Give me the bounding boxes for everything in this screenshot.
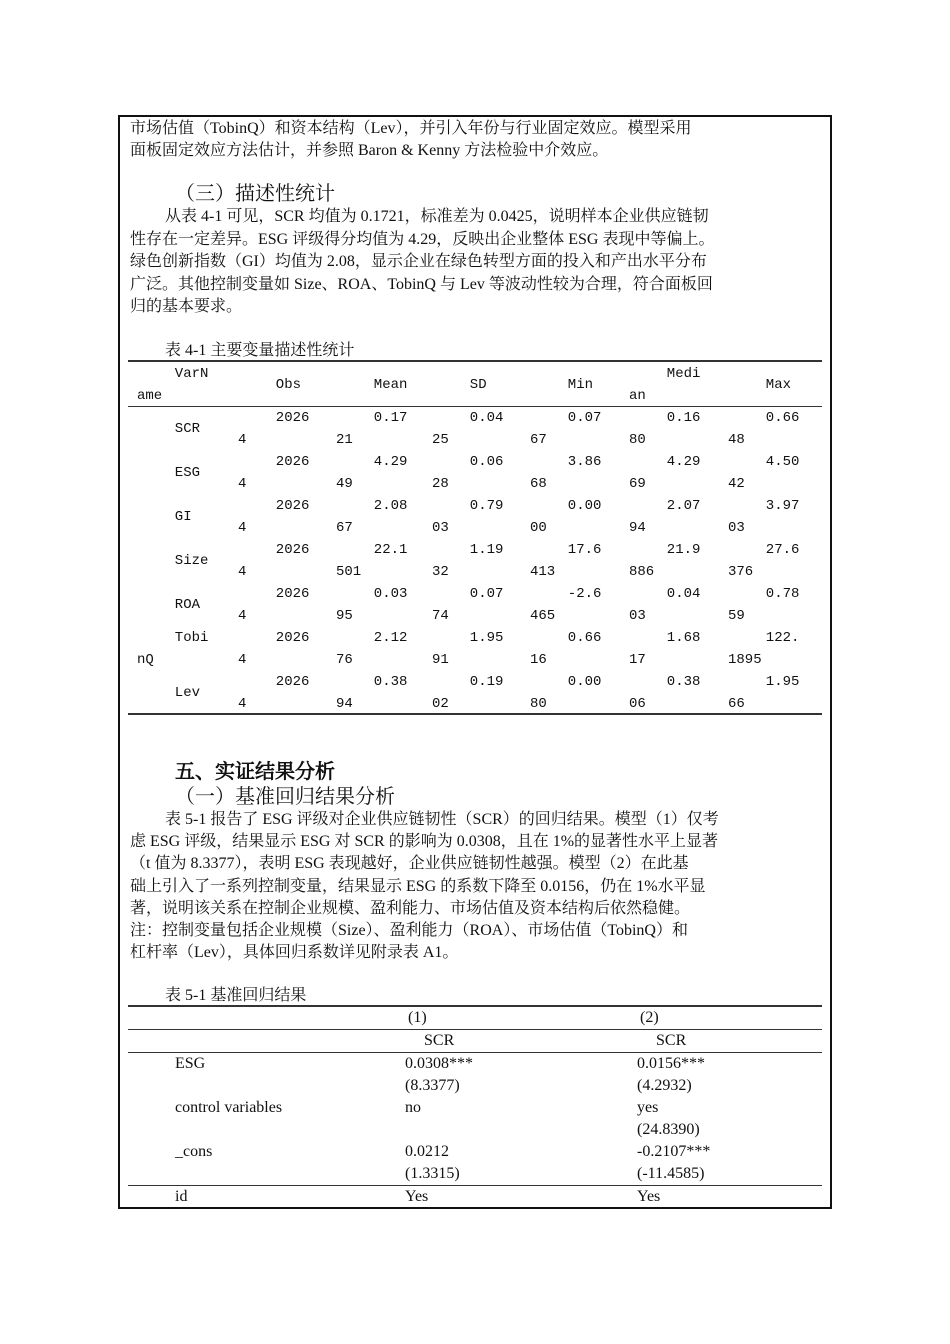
cell-value: 3.8668 — [530, 454, 602, 492]
table-cell — [432, 671, 530, 715]
row-label: id — [175, 1188, 188, 1205]
table-cell — [137, 363, 235, 407]
table-cell — [432, 627, 530, 671]
paragraph-line: （t 值为 8.3377），表明 ESG 表现越好，企业供应链韧性越强。模型（2）在此基 — [130, 855, 689, 872]
row-label: ESG — [175, 1055, 206, 1072]
cell-value: 0.7903 — [432, 498, 504, 536]
paragraph-line: 著，说明该关系在控制企业规模、盈利能力、市场估值及资本结构后依然稳健。 — [130, 900, 691, 917]
cell-value: GI — [174, 509, 192, 525]
model-2-value: (4.2932) — [637, 1077, 692, 1094]
table-top-rule — [128, 1005, 822, 1007]
model-1-header: (1) — [408, 1009, 427, 1026]
table-top-rule — [128, 360, 822, 362]
cell-value: Median — [629, 366, 701, 404]
row-label: control variables — [175, 1099, 283, 1116]
table-cell — [432, 363, 530, 407]
model-1-value: Yes — [405, 1188, 429, 1205]
row-label-cell — [137, 539, 235, 583]
cell-value: 1.9566 — [728, 674, 800, 712]
cell-value: 0.0425 — [432, 410, 504, 448]
cell-value: 4.5042 — [728, 454, 800, 492]
cell-value: Min — [567, 377, 594, 393]
table-cell — [728, 495, 826, 539]
depvar-1: SCR — [424, 1032, 455, 1049]
paragraph-line: 注：控制变量包括企业规模（Size）、盈利能力（ROA）、市场估值（TobinQ）和 — [130, 922, 688, 939]
cell-value: TobinQ — [137, 630, 209, 668]
table-cell — [629, 495, 727, 539]
model-2-value: (24.8390) — [637, 1121, 700, 1138]
table-cell — [728, 407, 826, 451]
model-2-value: (-11.4585) — [637, 1165, 705, 1182]
table-cell — [629, 407, 727, 451]
paragraph-line: 础上引入了一系列控制变量，结果显示 ESG 的系数下降至 0.0156，仍在 1%水平显 — [130, 878, 706, 895]
model-1-value: no — [405, 1099, 421, 1116]
intro-line: 面板固定效应方法估计，并参照 Baron & Kenny 方法检验中介效应。 — [130, 142, 609, 159]
cell-value: 0.0395 — [336, 586, 408, 624]
table-cell — [530, 495, 628, 539]
model-1-value: 0.0308*** — [405, 1055, 473, 1072]
table-cell — [530, 583, 628, 627]
table-cell — [336, 407, 434, 451]
table-caption: 表 5-1 基准回归结果 — [165, 987, 307, 1004]
table-cell — [432, 495, 530, 539]
cell-value: -2.6465 — [530, 586, 602, 624]
cell-value: Obs — [275, 377, 302, 393]
table-cell — [432, 539, 530, 583]
cell-value: 0.1680 — [629, 410, 701, 448]
model-2-value: -0.2107*** — [637, 1143, 711, 1160]
cell-value: 20264 — [238, 630, 310, 668]
section-title: 五、实证结果分析 — [175, 761, 335, 783]
cell-value: 27.6376 — [728, 542, 800, 580]
cell-value: 2.0794 — [629, 498, 701, 536]
cell-value: 0.0767 — [530, 410, 602, 448]
table-cell — [432, 407, 530, 451]
cell-value: 20264 — [238, 410, 310, 448]
row-label-cell — [137, 407, 235, 451]
table-cell — [336, 583, 434, 627]
cell-value: 17.6413 — [530, 542, 602, 580]
cell-value: 1.9591 — [432, 630, 504, 668]
cell-value: Size — [174, 553, 209, 569]
cell-value: 0.0774 — [432, 586, 504, 624]
paragraph-line: 从表 4-1 可见，SCR 均值为 0.1721，标准差为 0.0425，说明样本企业供应链韧 — [165, 208, 709, 225]
table-cell — [238, 495, 336, 539]
cell-value: 2.0867 — [336, 498, 408, 536]
cell-value: 2.1276 — [336, 630, 408, 668]
cell-value: 122.1895 — [728, 630, 800, 668]
cell-value: 0.0628 — [432, 454, 504, 492]
model-2-value: Yes — [637, 1188, 661, 1205]
cell-value: 0.1721 — [336, 410, 408, 448]
intro-line: 市场估值（TobinQ）和资本结构（Lev），并引入年份与行业固定效应。模型采用 — [130, 120, 692, 137]
table-cell — [238, 407, 336, 451]
cell-value: 20264 — [238, 674, 310, 712]
cell-value: Mean — [373, 377, 408, 393]
model-1-value: 0.0212 — [405, 1143, 449, 1160]
cell-value: 0.1902 — [432, 674, 504, 712]
model-1-value: (8.3377) — [405, 1077, 460, 1094]
table-cell — [336, 451, 434, 495]
row-label-cell — [137, 627, 235, 671]
table-cell — [238, 583, 336, 627]
row-label-cell — [137, 583, 235, 627]
cell-value: 4.2949 — [336, 454, 408, 492]
paragraph-line: 广泛。其他控制变量如 Size、ROA、TobinQ 与 Lev 等波动性较为合理，符合面板回 — [130, 276, 713, 293]
table-cell — [238, 627, 336, 671]
cell-value: 4.2969 — [629, 454, 701, 492]
cell-value: 3.9703 — [728, 498, 800, 536]
cell-value: 22.1501 — [336, 542, 408, 580]
table-cell — [728, 363, 826, 407]
table-cell — [336, 363, 434, 407]
table-cell — [432, 583, 530, 627]
cell-value: 20264 — [238, 498, 310, 536]
table-cell — [629, 451, 727, 495]
table-cell — [629, 627, 727, 671]
table-rule — [128, 1185, 822, 1186]
cell-value: Max — [765, 377, 792, 393]
table-cell — [238, 671, 336, 715]
row-label-cell — [137, 495, 235, 539]
table-cell — [530, 363, 628, 407]
table-cell — [629, 363, 727, 407]
table-cell — [530, 671, 628, 715]
cell-value: VarName — [137, 366, 209, 404]
table-cell — [629, 539, 727, 583]
cell-value: Lev — [174, 685, 201, 701]
cell-value: 0.0403 — [629, 586, 701, 624]
model-2-value: 0.0156*** — [637, 1055, 705, 1072]
paragraph-line: 虑 ESG 评级，结果显示 ESG 对 SCR 的影响为 0.0308，且在 1%的显著性水平上显著 — [130, 833, 719, 850]
cell-value: 20264 — [238, 454, 310, 492]
cell-value: SD — [469, 377, 487, 393]
table-cell — [728, 671, 826, 715]
cell-value: 0.3894 — [336, 674, 408, 712]
model-2-value: yes — [637, 1099, 659, 1116]
cell-value: 20264 — [238, 542, 310, 580]
table-cell — [629, 671, 727, 715]
cell-value: ROA — [174, 597, 201, 613]
cell-value: 1.1932 — [432, 542, 504, 580]
row-label-cell — [137, 451, 235, 495]
section-heading: （三）描述性统计 — [175, 183, 335, 205]
cell-value: 21.9886 — [629, 542, 701, 580]
depvar-2: SCR — [656, 1032, 687, 1049]
model-1-value: (1.3315) — [405, 1165, 460, 1182]
table-cell — [238, 539, 336, 583]
table-cell — [530, 627, 628, 671]
cell-value: 0.0000 — [530, 498, 602, 536]
cell-value: 0.6616 — [530, 630, 602, 668]
cell-value: ESG — [174, 465, 201, 481]
table-cell — [530, 451, 628, 495]
paragraph-line: 绿色创新指数（GI）均值为 2.08，显示企业在绿色转型方面的投入和产出水平分布 — [130, 253, 707, 270]
table-cell — [728, 583, 826, 627]
row-label: _cons — [175, 1143, 213, 1160]
table-cell — [238, 363, 336, 407]
table-rule — [128, 1029, 822, 1030]
table-cell — [336, 495, 434, 539]
cell-value: 20264 — [238, 586, 310, 624]
table-cell — [530, 407, 628, 451]
cell-value: 0.7859 — [728, 586, 800, 624]
cell-value: 0.0080 — [530, 674, 602, 712]
cell-value: 0.3806 — [629, 674, 701, 712]
table-cell — [238, 451, 336, 495]
row-label-cell — [137, 671, 235, 715]
cell-value: 1.6817 — [629, 630, 701, 668]
paragraph-line: 归的基本要求。 — [130, 298, 243, 315]
table-cell — [728, 451, 826, 495]
paragraph-line: 表 5-1 报告了 ESG 评级对企业供应链韧性（SCR）的回归结果。模型（1）仅考 — [165, 811, 719, 828]
table-rule — [128, 1052, 822, 1053]
table-caption: 表 4-1 主要变量描述性统计 — [165, 342, 355, 359]
cell-value: 0.6648 — [728, 410, 800, 448]
paragraph-line: 性存在一定差异。ESG 评级得分均值为 4.29，反映出企业整体 ESG 表现中等偏上。 — [130, 231, 715, 248]
table-cell — [336, 627, 434, 671]
table-cell — [336, 671, 434, 715]
paragraph-line: 杠杆率（Lev），具体回归系数详见附录表 A1。 — [130, 944, 459, 961]
section-subheading: （一）基准回归结果分析 — [175, 786, 395, 808]
table-cell — [432, 451, 530, 495]
table-cell — [336, 539, 434, 583]
model-2-header: (2) — [640, 1009, 659, 1026]
table-cell — [728, 627, 826, 671]
table-cell — [530, 539, 628, 583]
table-cell — [728, 539, 826, 583]
table-cell — [629, 583, 727, 627]
cell-value: SCR — [174, 421, 201, 437]
